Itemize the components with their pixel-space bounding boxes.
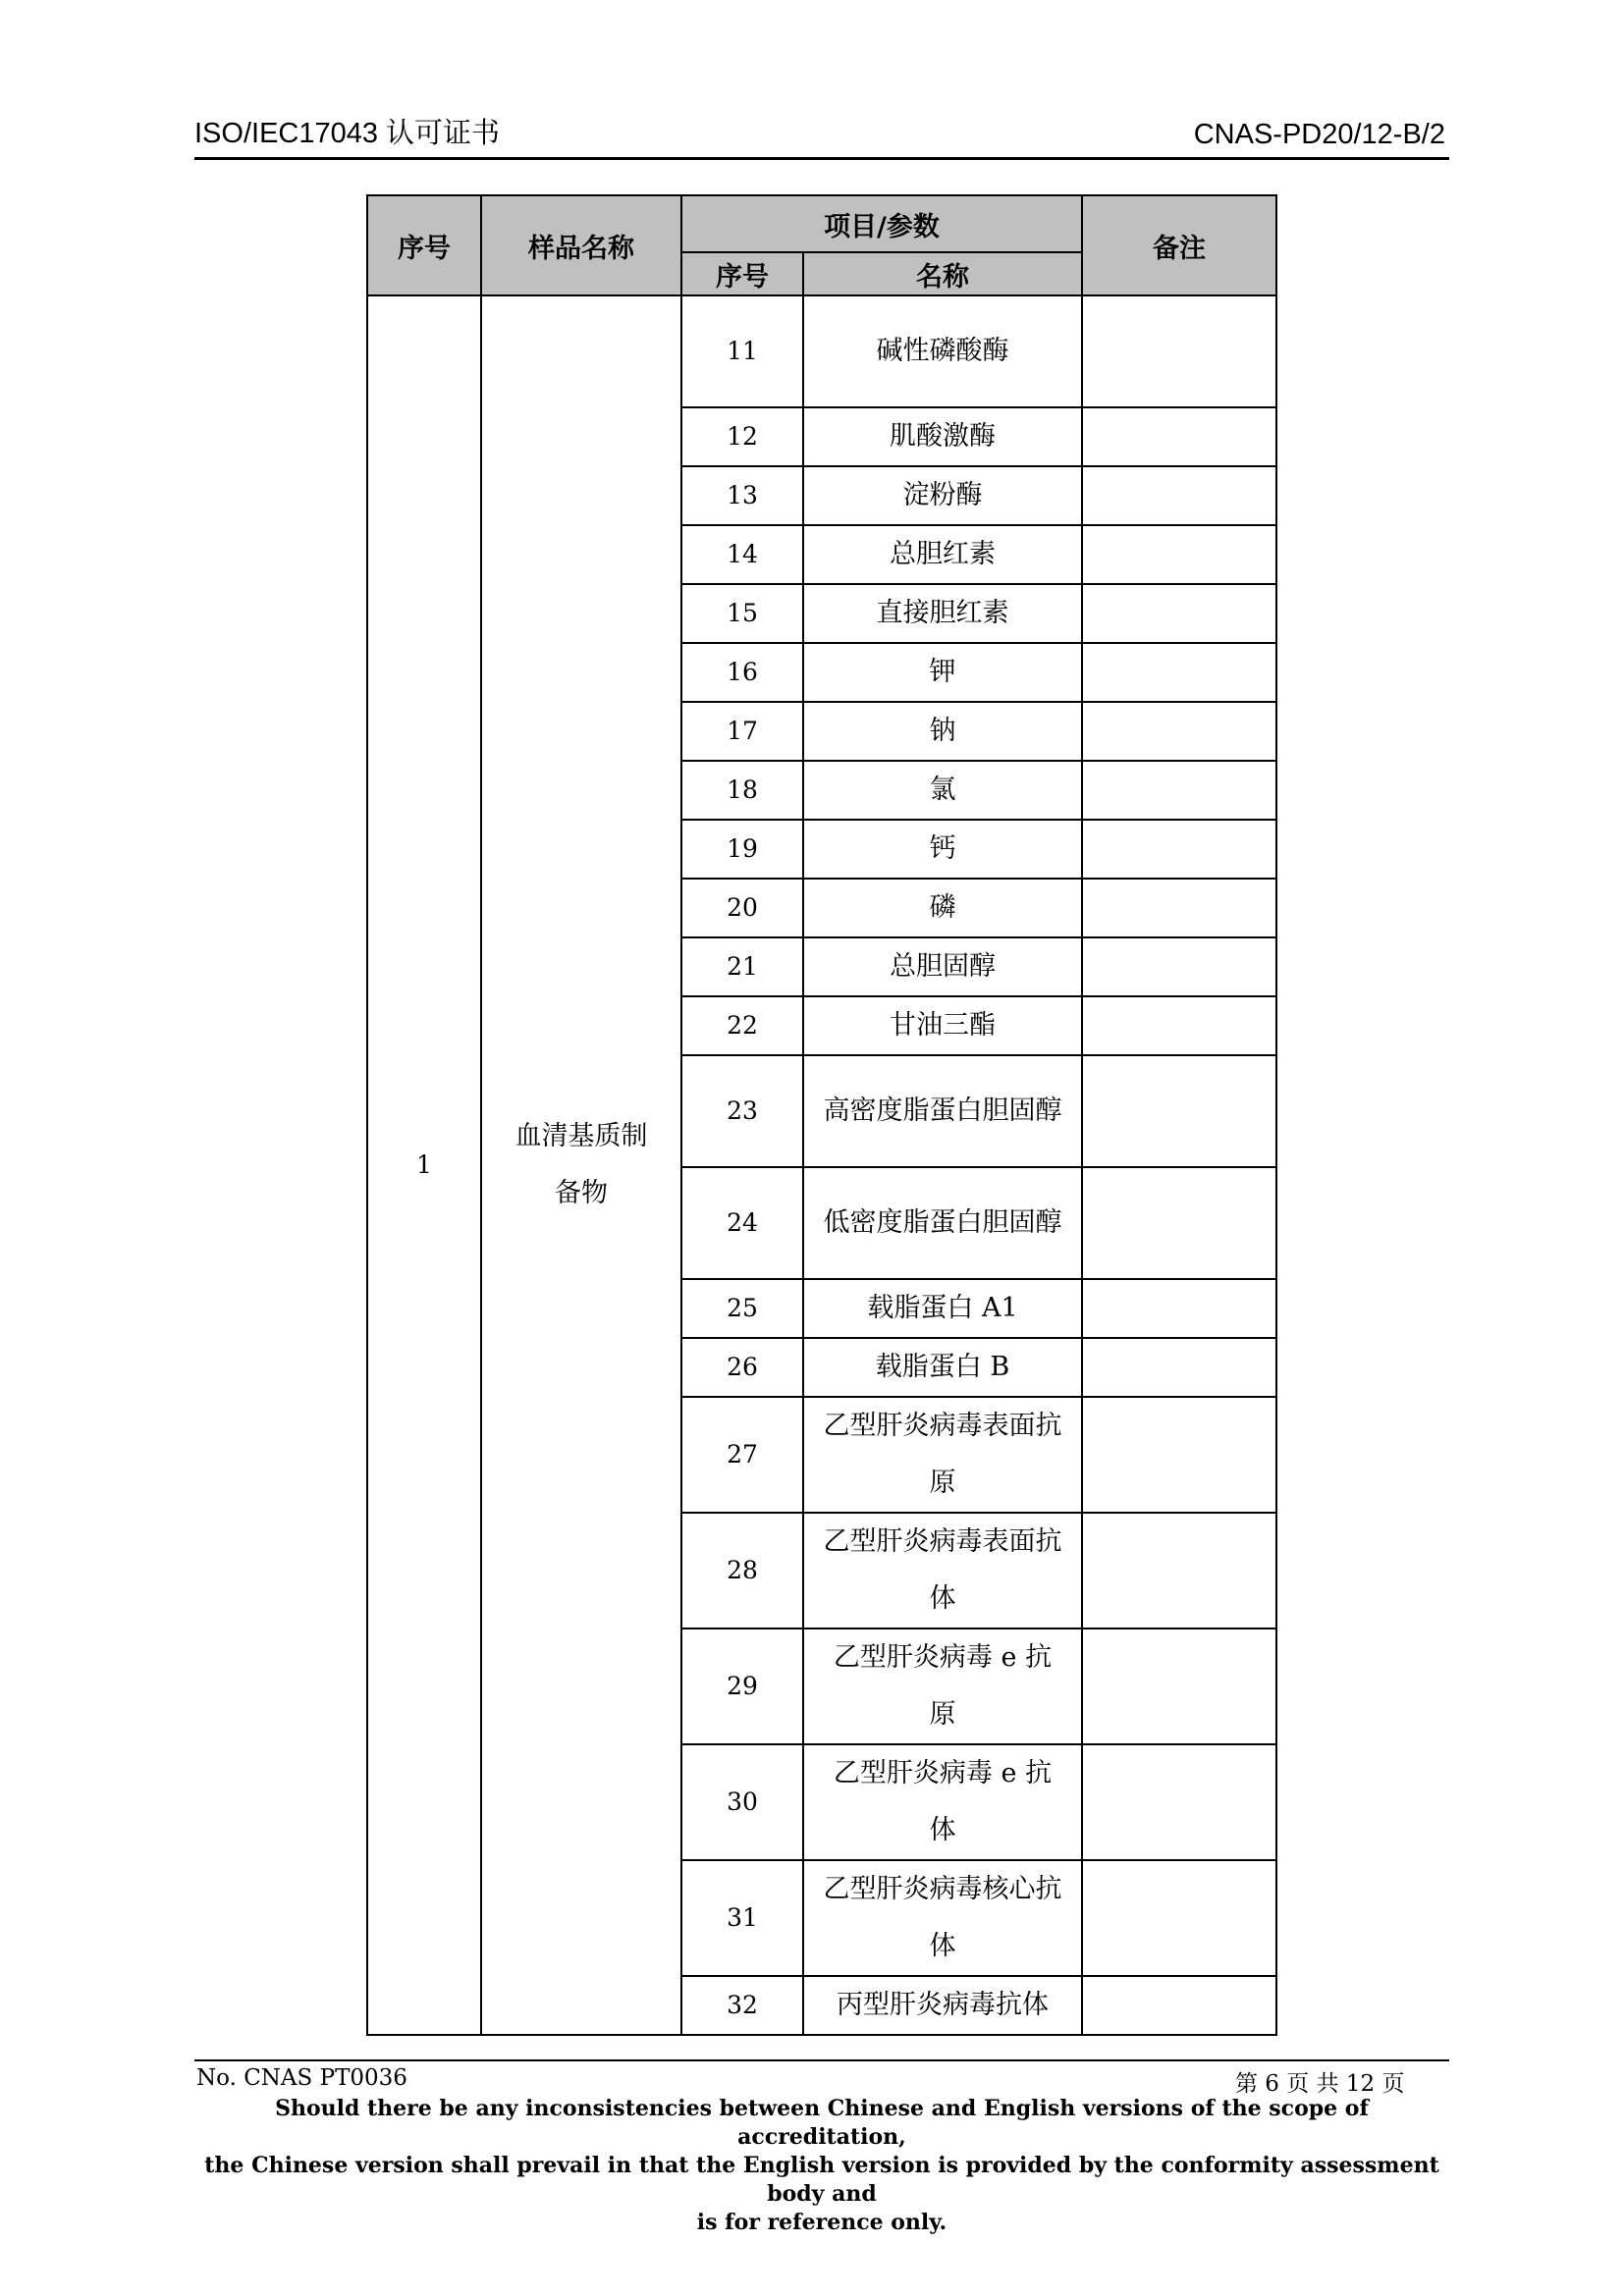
item-name-cell [803,643,1082,702]
item-name-cell [803,1338,1082,1397]
remark-cell [1082,1744,1276,1860]
remark-cell [1082,295,1276,407]
item-name-text: 肌酸激酶 [890,421,996,452]
item-seq-cell: 27 [681,1397,803,1513]
item-name-text: 钾 [929,657,956,687]
item-name-cell [803,1629,1082,1744]
header-seq: 序号 [367,195,481,295]
table-body [367,295,1276,2035]
remark-cell [1082,996,1276,1055]
item-name-cell [803,1397,1082,1513]
item-name-cell [803,1860,1082,1976]
footer-note-line: is for reference only. [696,2210,947,2235]
item-name-text: 乙型肝炎病毒核心抗体 [823,1874,1062,1961]
item-name-cell [803,584,1082,643]
footer-divider [194,2059,1449,2061]
header-sample-name: 样品名称 [481,195,681,295]
header-item-param: 项目/参数 [681,195,1082,252]
header-divider [194,157,1449,160]
item-name-text: 碱性磷酸酶 [876,336,1009,366]
footer-note-line: Should there be any inconsistencies between Chinese and English versions of the scope of accreditation, [275,2096,1369,2150]
item-name-text: 直接胆红素 [876,598,1009,628]
item-name-text: 总胆红素 [890,539,996,569]
footer-language-note [194,2095,1449,2237]
table-header [367,195,1276,295]
sample-name-cell [481,295,681,2035]
item-name-cell [803,879,1082,937]
item-name-text: 低密度脂蛋白胆固醇 [823,1207,1062,1238]
item-name-text: 乙型肝炎病毒表面抗原 [823,1411,1062,1498]
item-name-cell [803,820,1082,879]
item-name-text: 乙型肝炎病毒 e 抗体 [833,1758,1053,1845]
item-name-cell [803,525,1082,584]
remark-cell [1082,1279,1276,1338]
remark-cell [1082,525,1276,584]
group-seq-cell: 1 [367,295,481,2035]
remark-cell [1082,937,1276,996]
remark-cell [1082,879,1276,937]
item-name-text: 载脂蛋白 B [875,1352,1010,1382]
footer-document-number: No. CNAS PT0036 [196,2065,407,2091]
item-name-text: 乙型肝炎病毒表面抗体 [823,1526,1062,1614]
header-remark: 备注 [1082,195,1276,295]
remark-cell [1082,761,1276,820]
page-header [194,116,1445,155]
remark-cell [1082,1860,1276,1976]
item-seq-cell: 15 [681,584,803,643]
item-seq-cell: 32 [681,1976,803,2035]
item-name-cell [803,761,1082,820]
remark-cell [1082,702,1276,761]
item-name-text: 总胆固醇 [890,951,996,982]
item-seq-cell: 23 [681,1055,803,1167]
item-seq-cell: 26 [681,1338,803,1397]
item-name-text: 高密度脂蛋白胆固醇 [823,1095,1062,1126]
footer-page-number: 第 6 页 共 12 页 [1235,2071,1405,2097]
accreditation-scope-table [366,194,1277,2036]
footer-note-line: the Chinese version shall prevail in that the English version is provided by the conformity assessment body and [204,2153,1439,2207]
item-name-cell [803,937,1082,996]
item-seq-cell: 22 [681,996,803,1055]
item-name-text: 淀粉酶 [902,480,983,510]
item-seq-cell: 12 [681,407,803,466]
item-name-cell [803,1513,1082,1629]
header-certificate-title: ISO/IEC17043 认可证书 [194,118,501,149]
remark-cell [1082,1167,1276,1279]
remark-cell [1082,1055,1276,1167]
remark-cell [1082,407,1276,466]
item-seq-cell: 19 [681,820,803,879]
header-item-seq: 序号 [681,252,803,295]
item-seq-cell: 31 [681,1860,803,1976]
item-name-cell [803,407,1082,466]
item-seq-cell: 25 [681,1279,803,1338]
remark-cell [1082,466,1276,525]
item-seq-cell: 17 [681,702,803,761]
item-seq-cell: 18 [681,761,803,820]
item-name-cell [803,996,1082,1055]
item-name-cell [803,466,1082,525]
item-seq-cell: 16 [681,643,803,702]
item-seq-cell: 13 [681,466,803,525]
remark-cell [1082,1338,1276,1397]
table-row [367,295,1276,407]
item-seq-cell: 14 [681,525,803,584]
item-name-text: 磷 [929,892,956,923]
item-name-cell [803,1279,1082,1338]
item-name-text: 氯 [929,774,956,805]
header-item-name: 名称 [803,252,1082,295]
item-name-text: 甘油三酯 [890,1010,996,1041]
remark-cell [1082,1629,1276,1744]
item-name-cell [803,1167,1082,1279]
remark-cell [1082,1397,1276,1513]
item-name-text: 钙 [929,833,956,864]
remark-cell [1082,1976,1276,2035]
item-seq-cell: 20 [681,879,803,937]
item-seq-cell: 29 [681,1629,803,1744]
item-seq-cell: 21 [681,937,803,996]
remark-cell [1082,1513,1276,1629]
item-name-cell [803,1744,1082,1860]
item-seq-cell: 24 [681,1167,803,1279]
remark-cell [1082,820,1276,879]
item-name-text: 钠 [929,716,956,746]
item-name-text: 乙型肝炎病毒 e 抗原 [833,1642,1053,1730]
item-seq-cell: 30 [681,1744,803,1860]
item-seq-cell: 11 [681,295,803,407]
item-name-text: 丙型肝炎病毒抗体 [837,1990,1049,2020]
header-document-code: CNAS-PD20/12-B/2 [1193,119,1445,150]
item-name-text: 载脂蛋白 A1 [867,1293,1018,1323]
item-name-cell [803,1976,1082,2035]
item-name-cell [803,295,1082,407]
remark-cell [1082,643,1276,702]
item-name-cell [803,702,1082,761]
remark-cell [1082,584,1276,643]
item-seq-cell: 28 [681,1513,803,1629]
item-name-cell [803,1055,1082,1167]
sample-name-text: 血清基质制备物 [514,1121,648,1208]
